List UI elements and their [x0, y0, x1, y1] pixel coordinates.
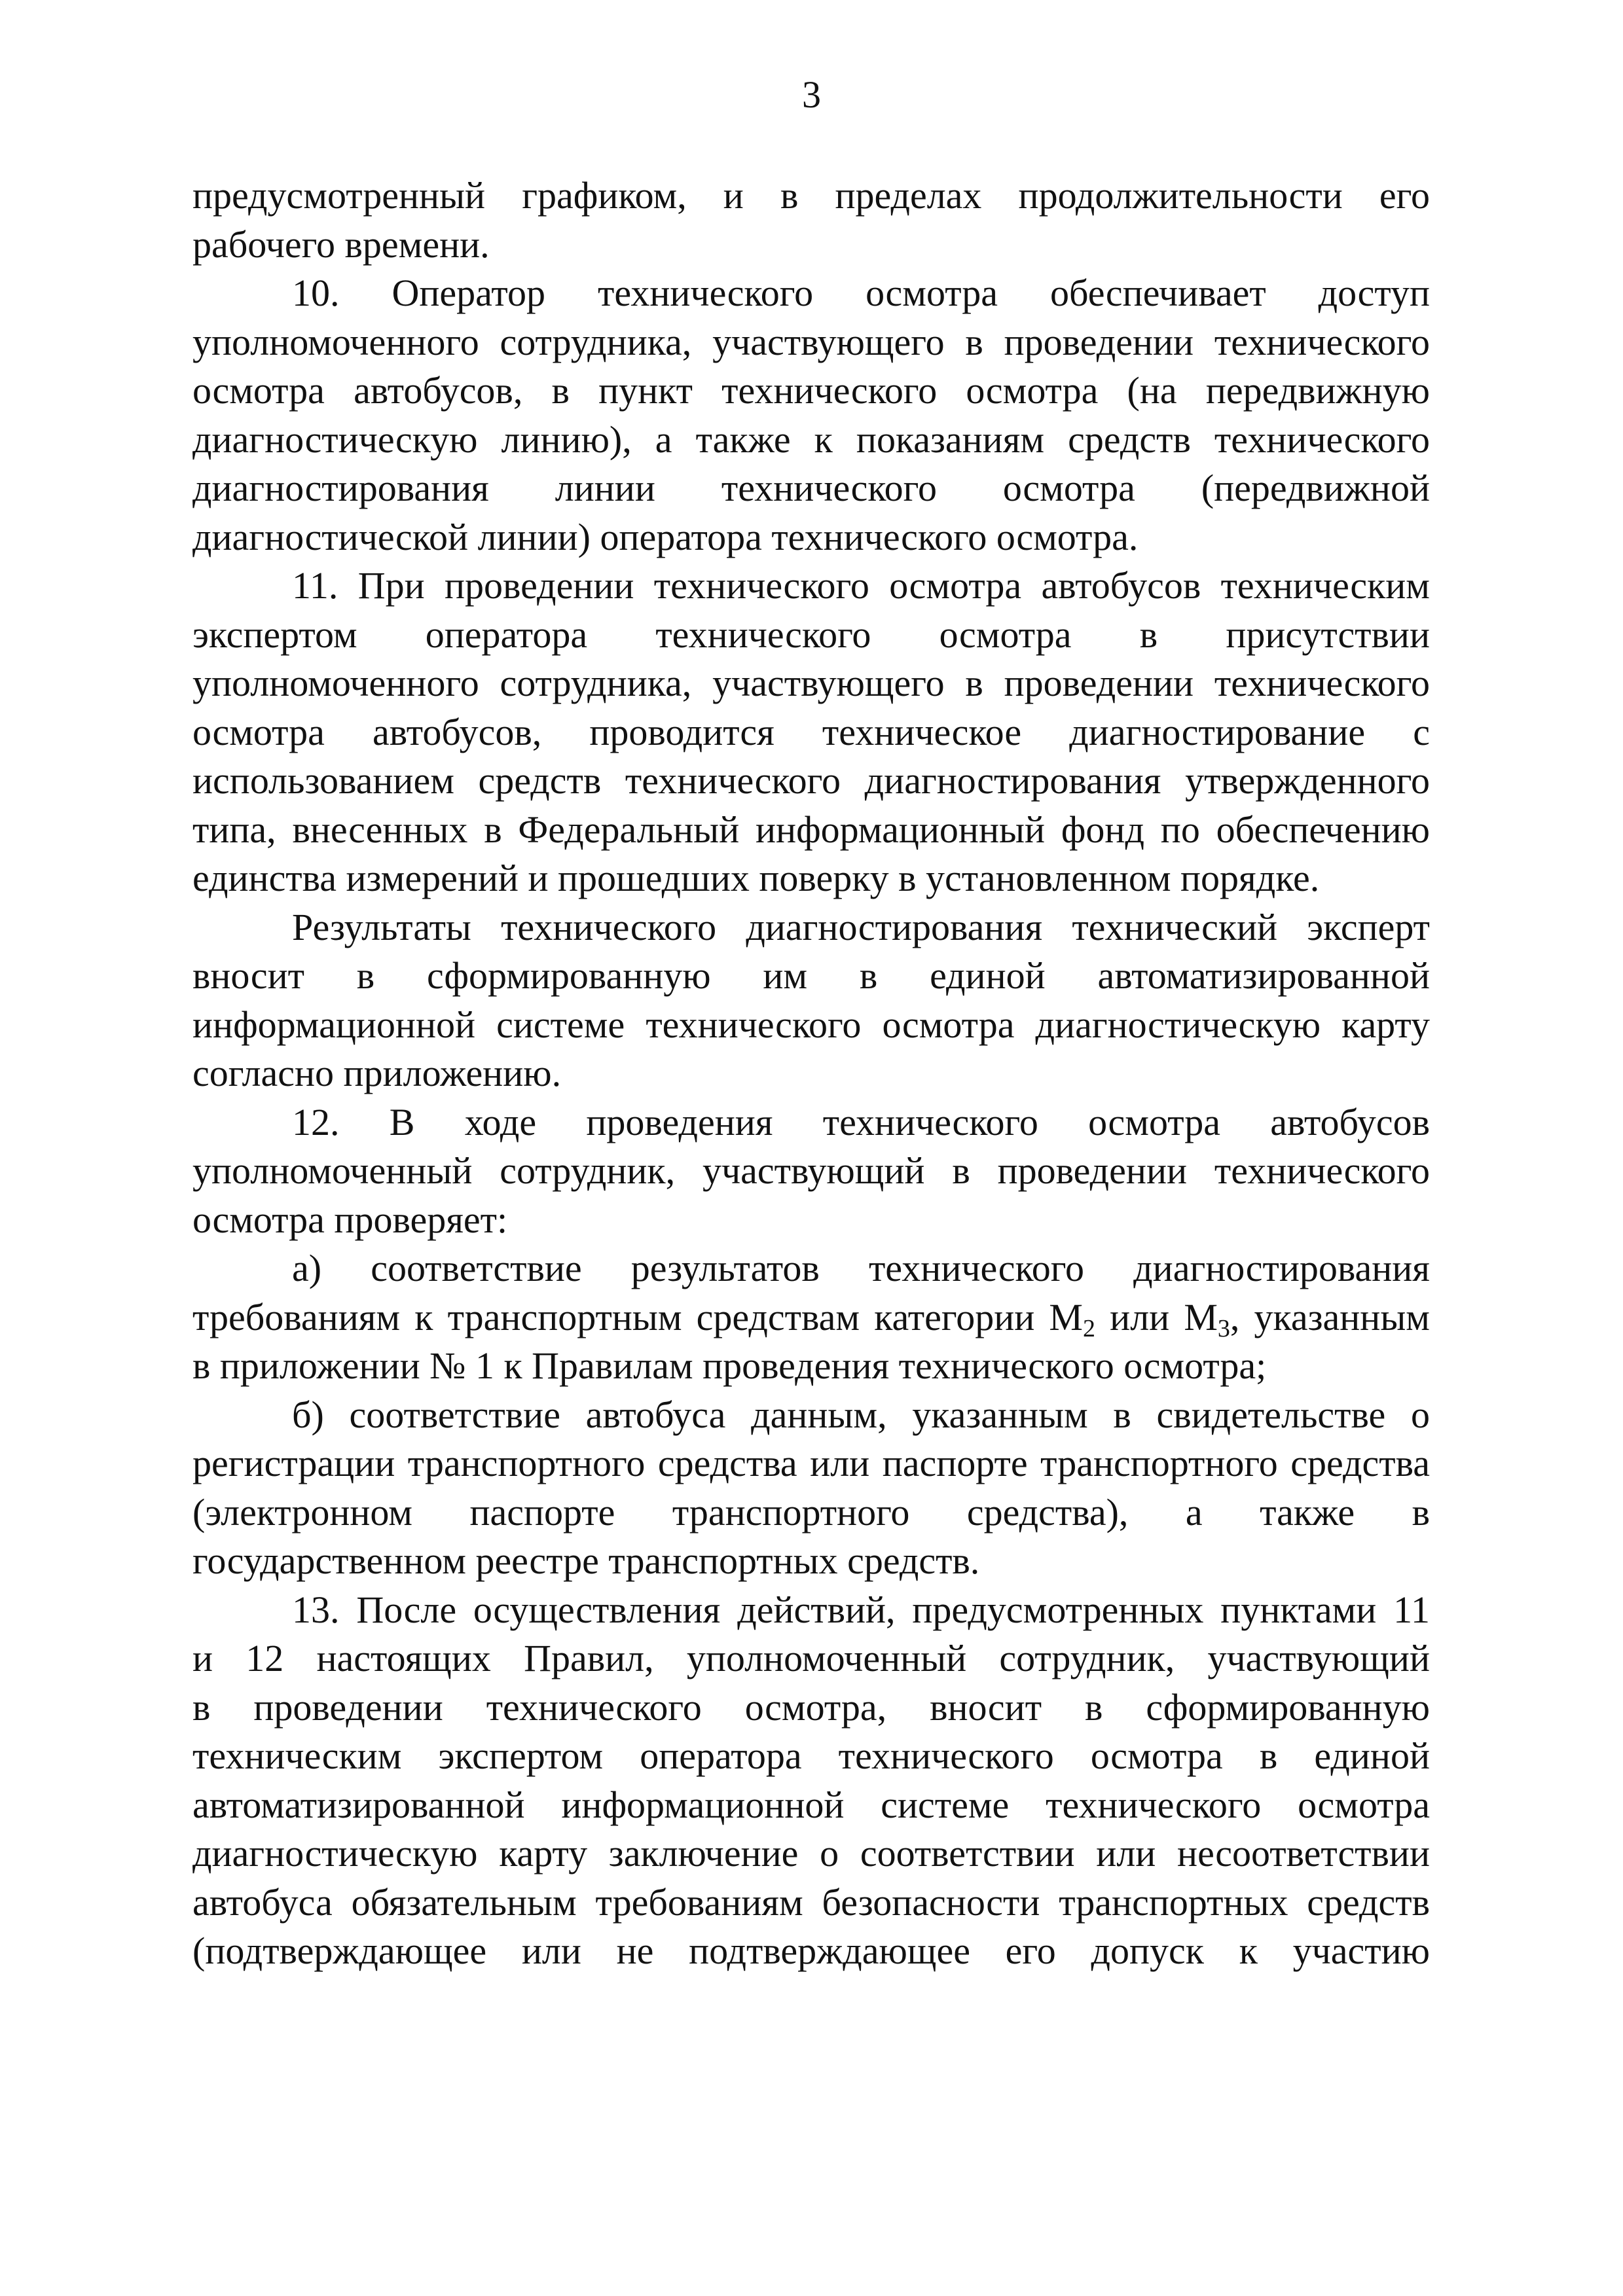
- document-body: [192, 171, 1430, 1976]
- text-line: осмотра автобусов, в пункт технического осмотра (на передвижную: [192, 369, 1430, 412]
- text-line: диагностической линии) оператора технического осмотра.: [192, 515, 1139, 558]
- text-line: рабочего времени.: [192, 223, 490, 266]
- text-line: типа, внесенных в Федеральный информационный фонд по обеспечению: [192, 808, 1430, 851]
- paragraph-item-10: [192, 269, 1430, 562]
- text-line: и 12 настоящих Правил, уполномоченный сотрудник, участвующий: [192, 1637, 1430, 1679]
- text-line: уполномоченного сотрудника, участвующего в проведении технического: [192, 320, 1430, 363]
- text-line: использованием средств технического диагностирования утвержденного: [192, 759, 1430, 802]
- text-line: осмотра автобусов, проводится техническое диагностирование с: [192, 710, 1430, 753]
- text-line: техническим экспертом оператора технического осмотра в единой: [192, 1734, 1430, 1777]
- text-line: осмотра проверяет:: [192, 1198, 508, 1241]
- text-line: диагностическую карту заключение о соответствии или несоответствии: [192, 1832, 1430, 1874]
- text-line: в приложении № 1 к Правилам проведения технического осмотра;: [192, 1344, 1267, 1387]
- text-line: вносит в сформированную им в единой автоматизированной: [192, 954, 1430, 997]
- text-line: 12. В ходе проведения технического осмотра автобусов: [292, 1100, 1430, 1143]
- paragraph-item-12b: [192, 1391, 1430, 1586]
- text-fragment: , указанным: [1230, 1295, 1431, 1338]
- text-line: в проведении технического осмотра, вносит в сформированную: [192, 1685, 1430, 1729]
- paragraph-continuation: [192, 171, 1430, 269]
- text-line: информационной системе технического осмотра диагностическую карту: [192, 1003, 1430, 1046]
- text-line: (электронном паспорте транспортного средства), а также в: [192, 1490, 1430, 1534]
- text-line: автобуса обязательным требованиям безопасности транспортных средств: [192, 1880, 1430, 1924]
- text-line: экспертом оператора технического осмотра в присутствии: [192, 613, 1430, 656]
- text-line: Результаты технического диагностирования технический эксперт: [292, 905, 1430, 948]
- paragraph-item-12: [192, 1098, 1430, 1245]
- text-line: 13. После осуществления действий, предусмотренных пунктами 11: [292, 1588, 1430, 1631]
- text-line: предусмотренный графиком, и в пределах продолжительности его: [192, 174, 1430, 217]
- subscript-m2: 2: [1083, 1314, 1095, 1342]
- text-line: 11. При проведении технического осмотра автобусов техническим: [292, 564, 1430, 607]
- text-line: автоматизированной информационной системе технического осмотра: [192, 1783, 1430, 1826]
- text-line: а) соответствие результатов технического диагностирования: [292, 1247, 1430, 1289]
- paragraph-item-12a: [192, 1244, 1430, 1391]
- paragraph-item-11-results: [192, 903, 1430, 1098]
- text-line: б) соответствие автобуса данным, указанным в свидетельстве о: [292, 1393, 1430, 1436]
- text-line: уполномоченный сотрудник, участвующий в проведении технического: [192, 1149, 1430, 1192]
- text-line: диагностическую линию), а также к показаниям средств технического: [192, 418, 1430, 461]
- page-number: 3: [802, 73, 821, 116]
- text-line: 10. Оператор технического осмотра обеспечивает доступ: [292, 272, 1430, 314]
- subscript-m3: 3: [1217, 1314, 1230, 1342]
- text-fragment: требованиям к транспортным средствам категории M: [192, 1295, 1083, 1338]
- text-line: единства измерений и прошедших поверку в установленном порядке.: [192, 857, 1320, 899]
- paragraph-item-13: [192, 1586, 1430, 1976]
- text-line: регистрации транспортного средства или паспорте транспортного средства: [192, 1442, 1430, 1484]
- text-line: (подтверждающее или не подтверждающее его допуск к участию: [192, 1929, 1430, 1972]
- text-line: уполномоченного сотрудника, участвующего в проведении технического: [192, 662, 1430, 704]
- text-line-with-subscripts: [192, 1293, 1430, 1342]
- text-line: государственном реестре транспортных средств.: [192, 1539, 980, 1582]
- text-line: диагностирования линии технического осмотра (передвижной: [192, 467, 1430, 509]
- paragraph-item-11: [192, 562, 1430, 903]
- text-line: согласно приложению.: [192, 1052, 562, 1094]
- text-fragment: или M: [1095, 1295, 1218, 1338]
